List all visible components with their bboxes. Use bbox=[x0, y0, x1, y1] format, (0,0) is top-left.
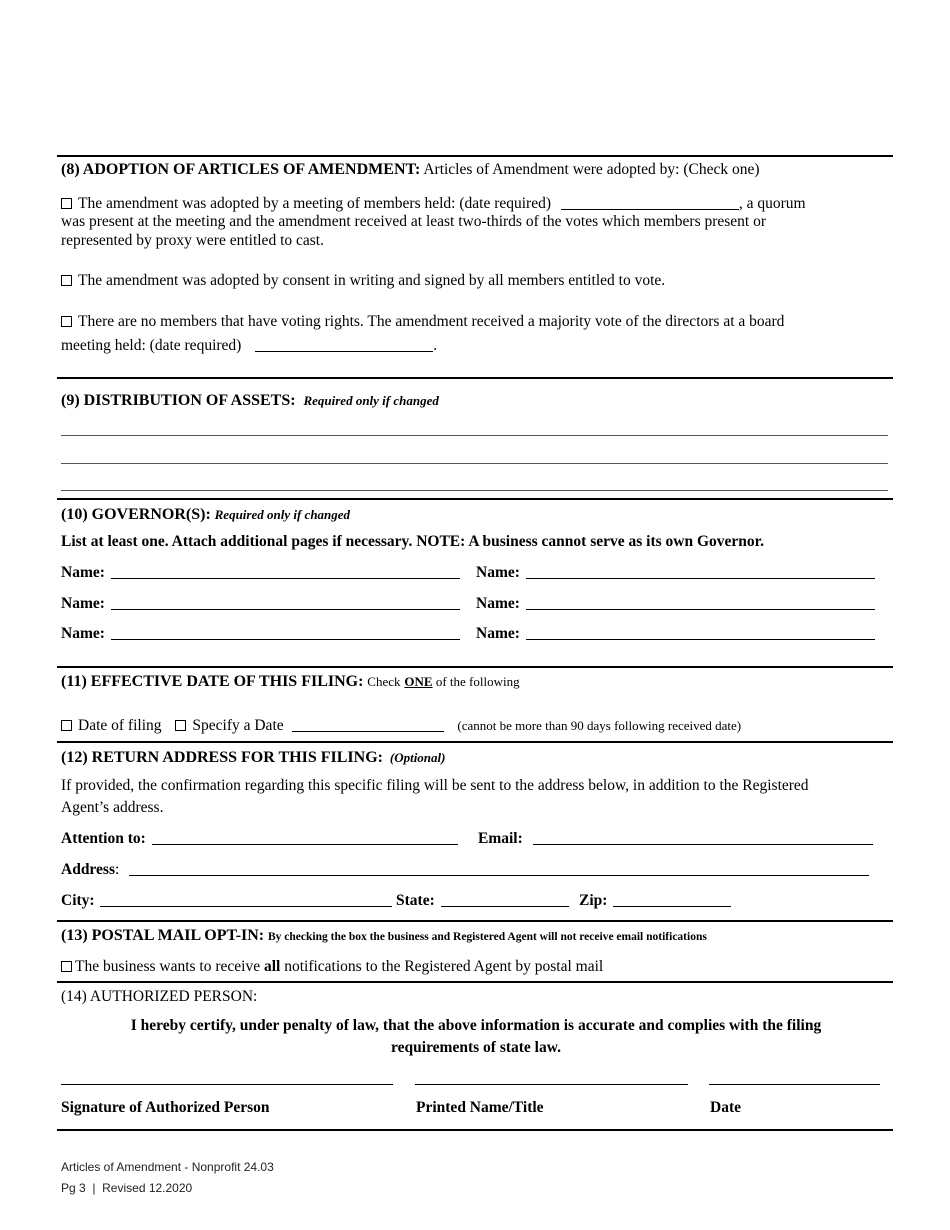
zip-row bbox=[579, 892, 731, 910]
adoption-option-directors bbox=[61, 313, 784, 331]
specify-date-field[interactable] bbox=[292, 717, 444, 732]
section-11-heading: (11) EFFECTIVE DATE OF THIS FILING: bbox=[61, 673, 364, 690]
postal-opt-all: all bbox=[263, 958, 281, 975]
meeting-date-field[interactable] bbox=[561, 195, 739, 210]
date-of-filing-checkbox[interactable] bbox=[61, 720, 72, 731]
following-text: of the following bbox=[432, 674, 520, 689]
email-field[interactable] bbox=[533, 830, 873, 845]
section-rule bbox=[57, 1129, 893, 1131]
specify-date-label: Specify a Date bbox=[192, 717, 284, 734]
governor-name-row-3-right bbox=[476, 625, 875, 643]
section-12-title bbox=[61, 749, 445, 767]
section-9-title bbox=[61, 392, 439, 410]
consent-checkbox[interactable] bbox=[61, 275, 72, 286]
governor-name-field[interactable] bbox=[111, 625, 460, 640]
governor-name-row-1-left bbox=[61, 564, 460, 582]
section-rule bbox=[57, 741, 893, 743]
section-9-heading: (9) DISTRIBUTION OF ASSETS: bbox=[61, 392, 296, 409]
adoption-option-meeting bbox=[61, 195, 891, 213]
footer-page-info: Pg 3 | Revised 12.2020 bbox=[61, 1181, 193, 1195]
signature-label: Signature of Authorized Person bbox=[61, 1099, 270, 1116]
governor-name-field[interactable] bbox=[526, 595, 875, 610]
section-rule bbox=[57, 377, 893, 379]
state-row bbox=[396, 892, 569, 910]
section-12-heading: (12) RETURN ADDRESS FOR THIS FILING: bbox=[61, 749, 383, 766]
one-text: ONE bbox=[404, 674, 433, 689]
section-rule bbox=[57, 981, 893, 983]
section-8-title bbox=[61, 161, 760, 179]
zip-field[interactable] bbox=[613, 892, 731, 907]
governor-name-row-1-right bbox=[476, 564, 875, 582]
directors-date-line: meeting held: (date required) . bbox=[61, 337, 438, 354]
opt2-text: The amendment was adopted by consent in writing and signed by all members entitled to vote. bbox=[78, 272, 666, 289]
postal-opt-a: The business wants to receive bbox=[75, 958, 264, 975]
name-label: Name: bbox=[61, 595, 105, 612]
postal-mail-option bbox=[61, 958, 603, 976]
printed-name-label: Printed Name/Title bbox=[416, 1099, 544, 1116]
governor-name-row-2-left bbox=[61, 595, 460, 613]
date-line[interactable] bbox=[709, 1084, 880, 1085]
assets-line-2[interactable] bbox=[61, 463, 888, 464]
section-13-note: By checking the box the business and Registered Agent will not receive email notifications bbox=[268, 931, 707, 943]
section-10-note: Required only if changed bbox=[214, 507, 351, 522]
section-10-title bbox=[61, 506, 350, 524]
return-desc-b: Agent’s address. bbox=[61, 799, 164, 816]
date-label: Date bbox=[710, 1099, 741, 1116]
date-of-filing-label: Date of filing bbox=[78, 717, 162, 734]
section-14-heading: (14) AUTHORIZED PERSON: bbox=[61, 988, 258, 1005]
section-rule bbox=[57, 155, 893, 157]
city-label: City: bbox=[61, 892, 95, 909]
postal-opt-b: notifications to the Registered Agent by postal mail bbox=[280, 958, 604, 975]
directors-checkbox[interactable] bbox=[61, 316, 72, 327]
section-13-heading: (13) POSTAL MAIL OPT-IN: bbox=[61, 927, 265, 944]
adoption-option-consent bbox=[61, 272, 665, 290]
address-row bbox=[61, 861, 869, 879]
assets-line-3[interactable] bbox=[61, 490, 888, 491]
state-field[interactable] bbox=[441, 892, 569, 907]
address-label: Address bbox=[61, 861, 115, 878]
assets-line-1[interactable] bbox=[61, 435, 888, 436]
name-label: Name: bbox=[476, 595, 520, 612]
name-label: Name: bbox=[476, 625, 520, 642]
email-row bbox=[478, 830, 873, 848]
specify-date-checkbox[interactable] bbox=[175, 720, 186, 731]
address-field[interactable] bbox=[129, 861, 869, 876]
section-8-heading: (8) ADOPTION OF ARTICLES OF AMENDMENT: bbox=[61, 161, 421, 178]
attention-field[interactable] bbox=[152, 830, 458, 845]
signature-line[interactable] bbox=[61, 1084, 393, 1085]
opt1-text-a: The amendment was adopted by a meeting of members held: (date required) bbox=[78, 195, 552, 212]
attention-label: Attention to: bbox=[61, 830, 146, 847]
opt3-text-a: There are no members that have voting rights. The amendment received a majority vote of the directors at a board bbox=[78, 313, 785, 330]
address-colon: : bbox=[114, 861, 120, 878]
certification-a: I hereby certify, under penalty of law, that the above information is accurate and complies with the filing bbox=[130, 1017, 822, 1034]
city-field[interactable] bbox=[100, 892, 392, 907]
directors-date-field[interactable] bbox=[255, 337, 433, 352]
footer-form-name: Articles of Amendment - Nonprofit 24.03 bbox=[61, 1160, 274, 1174]
section-11-title bbox=[61, 673, 520, 691]
governor-name-field[interactable] bbox=[111, 595, 460, 610]
opt1-text-b: , a quorum bbox=[738, 195, 806, 212]
governor-name-row-3-left bbox=[61, 625, 460, 643]
name-label: Name: bbox=[61, 625, 105, 642]
printed-name-line[interactable] bbox=[415, 1084, 688, 1085]
governor-name-field[interactable] bbox=[526, 625, 875, 640]
governor-name-row-2-right bbox=[476, 595, 875, 613]
section-13-title bbox=[61, 927, 707, 945]
opt1-text-d: represented by proxy were entitled to cast. bbox=[61, 232, 324, 249]
state-label: State: bbox=[396, 892, 435, 909]
postal-mail-checkbox[interactable] bbox=[61, 961, 72, 972]
section-8-intro: Articles of Amendment were adopted by: (Check one) bbox=[420, 161, 760, 178]
opt1-text-c: was present at the meeting and the amendment received at least two-thirds of the votes which members present or bbox=[61, 213, 767, 230]
effective-date-options bbox=[61, 717, 741, 735]
date-limit-note: (cannot be more than 90 days following received date) bbox=[457, 718, 742, 733]
section-10-heading: (10) GOVERNOR(S): bbox=[61, 506, 211, 523]
zip-label: Zip: bbox=[579, 892, 608, 909]
name-label: Name: bbox=[476, 564, 520, 581]
return-desc-a: If provided, the confirmation regarding this specific filing will be sent to the address below, in addition to the Registered bbox=[61, 777, 809, 794]
certification-b: requirements of state law. bbox=[391, 1039, 561, 1056]
governor-name-field[interactable] bbox=[111, 564, 460, 579]
section-rule bbox=[57, 666, 893, 668]
governor-instruction: List at least one. Attach additional pages if necessary. NOTE: A business cannot serve as its own Governor. bbox=[61, 533, 764, 550]
meeting-checkbox[interactable] bbox=[61, 198, 72, 209]
section-12-note: (Optional) bbox=[389, 750, 446, 765]
check-text: Check bbox=[367, 674, 401, 689]
section-rule bbox=[57, 920, 893, 922]
attention-row bbox=[61, 830, 458, 848]
name-label: Name: bbox=[61, 564, 105, 581]
section-rule bbox=[57, 498, 893, 500]
section-9-note: Required only if changed bbox=[303, 393, 439, 408]
city-row bbox=[61, 892, 392, 910]
email-label: Email: bbox=[478, 830, 523, 847]
opt3-text-b: meeting held: (date required) bbox=[61, 337, 242, 354]
governor-name-field[interactable] bbox=[526, 564, 875, 579]
